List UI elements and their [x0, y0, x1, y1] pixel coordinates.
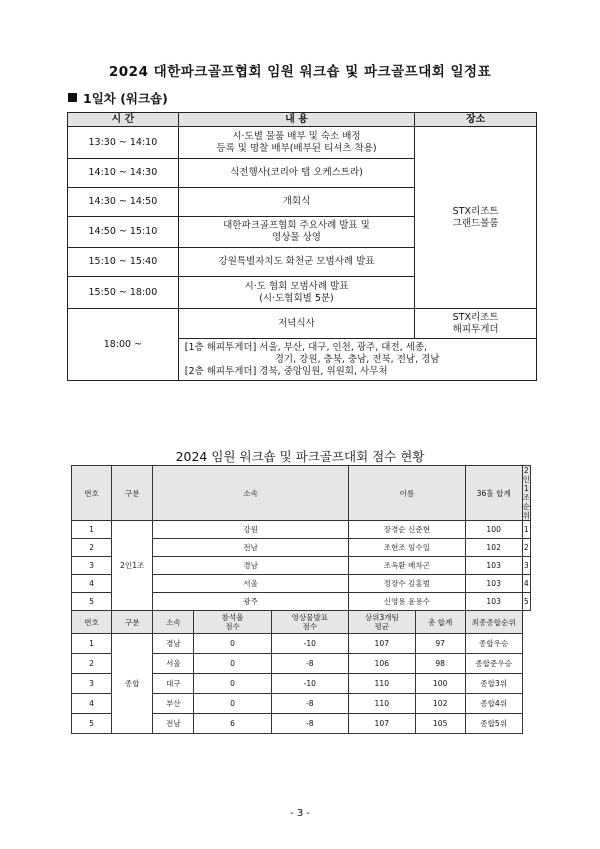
cell-name: 조옥환 배차곤 — [348, 557, 465, 575]
header-time: 시 간 — [68, 113, 179, 127]
cell-name: 정장수 김홍범 — [348, 575, 465, 593]
header-rank: 2인1조순위 — [522, 466, 530, 520]
cell-rank: 1 — [522, 521, 530, 539]
header-no: 번호 — [72, 611, 112, 634]
content-line: 시·도별 물품 배부 및 숙소 배정 — [232, 130, 361, 142]
pair-header-row — [72, 466, 531, 521]
cell-org: 경남 — [153, 557, 349, 575]
place-line: STX리조트 — [452, 205, 499, 217]
schedule-place — [415, 127, 537, 309]
schedule-content: 강원특별자치도 화천군 모범사례 발표 — [178, 248, 414, 277]
content-line: 대한파크골프협회 주요사례 발표 및 — [223, 220, 370, 231]
cell-attendance: 0 — [194, 694, 271, 714]
cell-org: 강원 — [153, 521, 349, 539]
schedule-content: 식전행사(코리아 탭 오케스트라) — [178, 159, 414, 188]
page-title: 2024 대한파크골프협회 임원 워크숍 및 파크골프대회 일정표 — [108, 64, 492, 80]
schedule-time: 14:50 ~ 15:10 — [68, 217, 179, 248]
schedule-row — [68, 127, 537, 159]
cell-org: 서울 — [153, 654, 194, 674]
seating-line: 경기, 강원, 충북, 충남, 전북, 전남, 경남 — [274, 353, 440, 365]
schedule-row — [68, 309, 537, 339]
section-heading-label: 1일차 (워크숍) — [83, 91, 168, 106]
cell-no: 5 — [72, 714, 112, 734]
cell-category: 2인1조 — [112, 521, 153, 611]
cell-no: 3 — [72, 674, 112, 694]
page-number: - 3 - — [290, 808, 310, 819]
cell-video: -8 — [271, 714, 348, 734]
header-line: 참석율 — [221, 613, 244, 622]
cell-rank: 2 — [522, 539, 530, 557]
content-line: 등록 및 명찰 배부(배부된 티셔츠 착용) — [216, 142, 377, 154]
cell-avg: 107 — [348, 714, 415, 734]
schedule-content — [178, 217, 414, 248]
cell-video: -10 — [271, 674, 348, 694]
cell-attendance: 0 — [194, 654, 271, 674]
cell-final: 종합4위 — [465, 694, 522, 714]
header-content: 내 용 — [178, 113, 414, 127]
cell-no: 1 — [72, 521, 112, 539]
schedule-time: 14:10 ~ 14:30 — [68, 159, 179, 188]
cell-attendance: 6 — [194, 714, 271, 734]
schedule-content — [178, 277, 414, 309]
schedule-content: 저녁식사 — [178, 309, 414, 339]
header-top3 — [348, 611, 415, 634]
content-line: 영상물 상영 — [272, 232, 321, 243]
seating-info — [178, 339, 536, 381]
cell-total: 102 — [415, 694, 465, 714]
cell-video: -8 — [271, 654, 348, 674]
cell-no: 1 — [72, 634, 112, 654]
cell-avg: 106 — [348, 654, 415, 674]
cell-video: -10 — [271, 634, 348, 654]
cell-total: 102 — [465, 539, 522, 557]
schedule-header-row — [68, 113, 537, 127]
header-org: 소속 — [153, 611, 194, 634]
cell-attendance: 0 — [194, 634, 271, 654]
cell-org: 대구 — [153, 674, 194, 694]
cell-total: 100 — [465, 521, 522, 539]
score-table — [71, 465, 531, 734]
cell-total: 103 — [465, 593, 522, 611]
schedule-content — [178, 127, 414, 159]
cell-total: 98 — [415, 654, 465, 674]
seating-line: [1층 해피투게더] 서울, 부산, 대구, 인천, 광주, 대전, 세종, — [184, 341, 428, 353]
cell-no: 4 — [72, 694, 112, 714]
cell-no: 3 — [72, 557, 112, 575]
header-video — [271, 611, 348, 634]
cell-name: 조현조 임수일 — [348, 539, 465, 557]
cell-no: 2 — [72, 539, 112, 557]
cell-org: 광주 — [153, 593, 349, 611]
square-bullet-icon — [68, 93, 77, 102]
schedule-time: 18:00 ~ — [68, 309, 179, 381]
cell-no: 4 — [72, 575, 112, 593]
header-total: 총 합계 — [415, 611, 465, 634]
cell-final: 종합3위 — [465, 674, 522, 694]
schedule-time: 15:50 ~ 18:00 — [68, 277, 179, 309]
section-heading — [68, 89, 168, 107]
schedule-place — [415, 309, 537, 339]
header-final-rank: 최종종합순위 — [465, 611, 522, 634]
table-row — [72, 634, 531, 654]
cell-rank: 4 — [522, 575, 530, 593]
cell-org: 서울 — [153, 575, 349, 593]
score-table-title: 2024 임원 워크숍 및 파크골프대회 점수 현황 — [175, 449, 425, 464]
cell-attendance: 0 — [194, 674, 271, 694]
cell-final: 종합5위 — [465, 714, 522, 734]
schedule-content: 개회식 — [178, 188, 414, 217]
place-line: 해피투게더 — [452, 323, 499, 335]
cell-avg: 107 — [348, 634, 415, 654]
cell-total: 100 — [415, 674, 465, 694]
header-total36: 36홀 합계 — [465, 466, 522, 521]
team-header-row — [72, 611, 531, 634]
cell-rank: 3 — [522, 557, 530, 575]
cell-total: 97 — [415, 634, 465, 654]
header-attendance — [194, 611, 271, 634]
cell-avg: 110 — [348, 694, 415, 714]
header-category: 구분 — [112, 611, 153, 634]
seating-line: [2층 해피투게더] 경북, 중앙임원, 위원회, 사무처 — [184, 365, 388, 377]
content-line: 시·도 협회 모범사례 발표 — [244, 280, 349, 292]
header-line: 상위3개팀 — [364, 613, 399, 622]
cell-org: 전남 — [153, 714, 194, 734]
cell-category: 종합 — [112, 634, 153, 734]
table-row — [72, 521, 531, 539]
header-name: 이름 — [348, 466, 465, 521]
cell-final: 종합준우승 — [465, 654, 522, 674]
header-line: 점수 — [302, 622, 318, 631]
place-line: STX리조트 — [452, 311, 499, 323]
cell-total: 103 — [465, 557, 522, 575]
header-line: 점수 — [225, 622, 240, 631]
place-line: 그랜드볼룸 — [452, 217, 499, 229]
schedule-table — [67, 112, 537, 381]
header-place: 장소 — [415, 113, 537, 127]
content-line: (시·도협회별 5분) — [259, 292, 334, 304]
cell-org: 경남 — [153, 634, 194, 654]
cell-total: 105 — [415, 714, 465, 734]
schedule-time: 15:10 ~ 15:40 — [68, 248, 179, 277]
header-line: 평균 — [374, 622, 390, 631]
cell-video: -8 — [271, 694, 348, 714]
cell-no: 5 — [72, 593, 112, 611]
cell-name: 신영용 윤용수 — [348, 593, 465, 611]
schedule-time: 14:30 ~ 14:50 — [68, 188, 179, 217]
cell-total: 103 — [465, 575, 522, 593]
cell-org: 부산 — [153, 694, 194, 714]
header-org: 소속 — [153, 466, 349, 521]
header-line: 영상물발표 — [291, 613, 329, 622]
header-category: 구분 — [112, 466, 153, 521]
cell-rank: 5 — [522, 593, 530, 611]
cell-org: 전남 — [153, 539, 349, 557]
cell-avg: 110 — [348, 674, 415, 694]
cell-final: 종합우승 — [465, 634, 522, 654]
cell-no: 2 — [72, 654, 112, 674]
header-no: 번호 — [72, 466, 112, 521]
schedule-time: 13:30 ~ 14:10 — [68, 127, 179, 159]
cell-name: 장경순 신준현 — [348, 521, 465, 539]
